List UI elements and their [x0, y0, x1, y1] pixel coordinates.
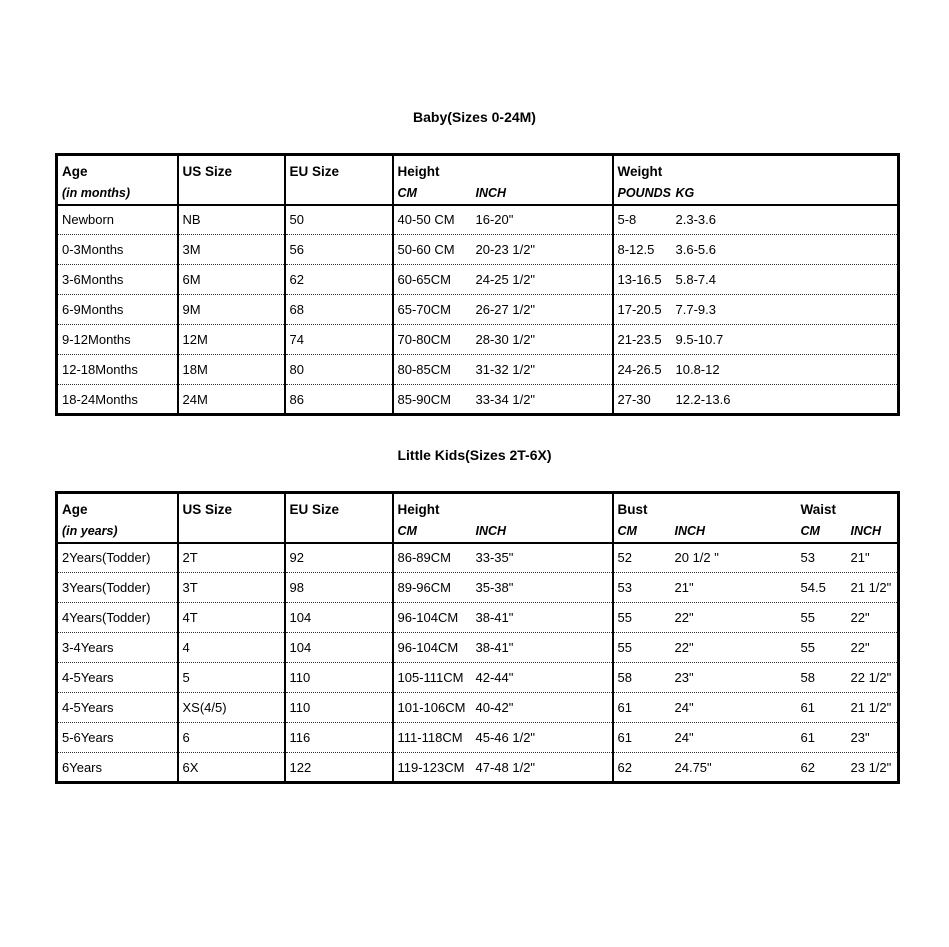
height-cell [393, 235, 613, 265]
table-row [57, 543, 899, 573]
eu-size-cell: 92 [285, 543, 393, 573]
bust-waist-cell [613, 663, 899, 693]
height-cm-value: 40-50 CM [397, 212, 455, 228]
age-cell: 18-24Months [57, 385, 178, 415]
eu-size-cell: 104 [285, 603, 393, 633]
height-inch-value: 45-46 1/2" [475, 730, 536, 745]
weight-pounds-value: 21-23.5 [617, 332, 662, 347]
eu-size-cell: 98 [285, 573, 393, 603]
us-size-cell: 6X [178, 753, 285, 783]
height-cell [393, 543, 613, 573]
weight-kg-value: 9.5-10.7 [675, 332, 724, 347]
kids-header-row [57, 493, 899, 543]
height-inch-value: 40-42" [475, 700, 514, 715]
weight-pounds-value: 5-8 [617, 212, 637, 228]
waist-cm-value: 58 [800, 670, 815, 685]
height-header-label: Height [397, 502, 440, 517]
height-cm-value: 111-118CM [397, 730, 463, 745]
height-cm-value: 50-60 CM [397, 242, 455, 257]
baby-col-weight [613, 155, 899, 205]
weight-pounds-value: 27-30 [617, 391, 651, 407]
eu-size-cell: 122 [285, 753, 393, 783]
eu-size-cell: 56 [285, 235, 393, 265]
us-size-cell: 9M [178, 295, 285, 325]
table-row [57, 633, 899, 663]
height-header-label: Height [397, 164, 440, 179]
weight-cell [613, 265, 899, 295]
eu-size-cell: 74 [285, 325, 393, 355]
height-inch-subheader: INCH [475, 524, 507, 538]
weight-cell [613, 295, 899, 325]
waist-cm-value: 61 [800, 730, 815, 745]
age-header-label: Age [62, 164, 88, 179]
eu-size-header-label: EU Size [289, 164, 340, 179]
age-cell: 12-18Months [57, 355, 178, 385]
age-cell: 4-5Years [57, 663, 178, 693]
weight-pounds-value: 8-12.5 [617, 242, 655, 257]
table-row [57, 265, 899, 295]
waist-cm-value: 53 [800, 550, 815, 566]
weight-kg-value: 12.2-13.6 [675, 391, 731, 407]
bust-waist-cell [613, 753, 899, 783]
height-inch-subheader: INCH [475, 186, 507, 200]
bust-waist-cell [613, 573, 899, 603]
weight-cell [613, 355, 899, 385]
table-row [57, 753, 899, 783]
bust-inch-value: 21" [674, 580, 694, 595]
weight-pounds-value: 13-16.5 [617, 272, 662, 287]
waist-inch-value: 22" [850, 640, 870, 655]
height-cm-subheader: CM [397, 186, 417, 200]
bust-cm-value: 55 [617, 640, 632, 655]
height-inch-value: 33-34 1/2" [475, 391, 536, 407]
kids-col-bust-waist [613, 493, 899, 543]
height-inch-value: 35-38" [475, 580, 514, 595]
eu-size-cell: 110 [285, 663, 393, 693]
waist-inch-value: 23 1/2" [850, 759, 892, 775]
waist-inch-value: 21" [850, 550, 870, 566]
height-cm-value: 119-123CM [397, 759, 465, 775]
height-cm-value: 96-104CM [397, 610, 459, 625]
baby-table-body [57, 205, 899, 415]
us-size-cell: 3T [178, 573, 285, 603]
height-cell [393, 355, 613, 385]
height-inch-value: 16-20" [475, 212, 514, 228]
waist-inch-value: 23" [850, 730, 870, 745]
bust-header-spacer [675, 502, 801, 517]
kids-col-age [57, 493, 178, 543]
height-inch-value: 26-27 1/2" [475, 302, 536, 317]
age-cell: 2Years(Todder) [62, 550, 151, 566]
bust-inch-value: 22" [674, 640, 694, 655]
kids-col-us-size [178, 493, 285, 543]
waist-inch-value: 21 1/2" [850, 700, 892, 715]
us-size-header-label: US Size [182, 164, 233, 179]
bust-inch-subheader: INCH [674, 524, 706, 538]
baby-col-age [57, 155, 178, 205]
bust-inch-value: 24" [674, 730, 694, 745]
kids-table-title: Little Kids(Sizes 2T-6X) [397, 447, 552, 463]
waist-cm-value: 55 [800, 610, 815, 625]
baby-col-us-size [178, 155, 285, 205]
weight-pounds-subheader: POUNDS [617, 186, 671, 200]
bust-cm-value: 61 [617, 730, 632, 745]
age-header-label: Age [62, 502, 88, 517]
table-row [57, 295, 899, 325]
weight-kg-value: 2.3-3.6 [675, 212, 716, 228]
height-cm-value: 105-111CM [397, 670, 464, 685]
height-cell [393, 265, 613, 295]
age-cell: 5-6Years [57, 723, 178, 753]
height-cm-value: 65-70CM [397, 302, 451, 317]
table-row [57, 603, 899, 633]
kids-col-height [393, 493, 613, 543]
age-cell: 0-3Months [57, 235, 178, 265]
age-cell: 3-4Years [57, 633, 178, 663]
height-inch-value: 20-23 1/2" [475, 242, 536, 257]
age-cell: 4-5Years [57, 693, 178, 723]
weight-kg-subheader: KG [675, 186, 695, 200]
eu-size-cell: 86 [285, 385, 393, 415]
bust-inch-value: 23" [674, 670, 694, 685]
bust-waist-cell [613, 633, 899, 663]
bust-waist-cell [613, 723, 899, 753]
bust-inch-value: 20 1/2 " [674, 550, 719, 566]
waist-inch-value: 22 1/2" [850, 670, 892, 685]
table-row [57, 663, 899, 693]
height-cm-value: 89-96CM [397, 580, 451, 595]
table-row [57, 205, 899, 235]
eu-size-cell: 104 [285, 633, 393, 663]
eu-size-cell: 110 [285, 693, 393, 723]
table-row [57, 573, 899, 603]
bust-inch-value: 24" [674, 700, 694, 715]
height-cell [393, 693, 613, 723]
us-size-cell: 12M [178, 325, 285, 355]
us-size-cell: 24M [178, 385, 285, 415]
height-cell [393, 325, 613, 355]
height-cm-value: 86-89CM [397, 550, 451, 566]
table-row [57, 325, 899, 355]
waist-cm-subheader: CM [800, 524, 820, 538]
height-inch-value: 33-35" [475, 550, 514, 566]
waist-inch-subheader: INCH [850, 524, 882, 538]
age-cell: 3Years(Todder) [57, 573, 178, 603]
us-size-header-label: US Size [182, 502, 233, 517]
table-row [57, 355, 899, 385]
waist-cm-value: 61 [800, 700, 815, 715]
weight-cell [613, 205, 899, 235]
table-row [57, 723, 899, 753]
bust-cm-subheader: CM [617, 524, 637, 538]
bust-cm-value: 58 [617, 670, 632, 685]
height-cell [393, 723, 613, 753]
bust-cm-value: 52 [617, 550, 632, 566]
baby-size-table [55, 153, 900, 416]
bust-waist-cell [613, 693, 899, 723]
weight-header-label: Weight [617, 164, 663, 179]
height-cell [393, 295, 613, 325]
us-size-cell: 6 [178, 723, 285, 753]
kids-col-eu-size [285, 493, 393, 543]
weight-kg-value: 3.6-5.6 [675, 242, 716, 257]
us-size-cell: 2T [178, 543, 285, 573]
eu-size-cell: 62 [285, 265, 393, 295]
height-inch-value: 24-25 1/2" [475, 272, 536, 287]
height-cell [393, 205, 613, 235]
height-cell [393, 603, 613, 633]
height-inch-value: 28-30 1/2" [475, 332, 536, 347]
height-cell [393, 573, 613, 603]
age-cell: 4Years(Todder) [57, 603, 178, 633]
age-cell: 9-12Months [57, 325, 178, 355]
weight-pounds-value: 24-26.5 [617, 362, 662, 377]
weight-cell [613, 325, 899, 355]
weight-kg-value: 10.8-12 [675, 362, 720, 377]
height-inch-value: 31-32 1/2" [475, 362, 536, 377]
height-cm-value: 70-80CM [397, 332, 451, 347]
height-cell [393, 385, 613, 415]
height-cm-subheader: CM [397, 524, 417, 538]
waist-header-spacer [851, 502, 898, 517]
height-cell [393, 663, 613, 693]
height-cm-value: 85-90CM [397, 391, 451, 407]
eu-size-cell: 116 [285, 723, 393, 753]
waist-inch-value: 22" [850, 610, 870, 625]
eu-size-cell: 50 [285, 205, 393, 235]
weight-cell [613, 235, 899, 265]
height-inch-value: 42-44" [475, 670, 514, 685]
bust-header-label: Bust [617, 502, 648, 517]
baby-table-title: Baby(Sizes 0-24M) [413, 109, 536, 125]
waist-cm-value: 62 [800, 759, 815, 775]
bust-cm-value: 53 [617, 580, 632, 595]
height-cell [393, 753, 613, 783]
height-inch-value: 38-41" [475, 610, 514, 625]
age-unit-label: (in months) [62, 186, 131, 200]
age-cell: 6Years [57, 753, 178, 783]
weight-pounds-value: 17-20.5 [617, 302, 662, 317]
baby-col-height [393, 155, 613, 205]
bust-cm-value: 61 [617, 700, 632, 715]
height-cell [393, 633, 613, 663]
waist-cm-value: 55 [800, 640, 815, 655]
height-inch-value: 47-48 1/2" [475, 759, 536, 775]
baby-col-eu-size [285, 155, 393, 205]
waist-inch-value: 21 1/2" [850, 580, 892, 595]
eu-size-header-label: EU Size [289, 502, 340, 517]
age-cell: 6-9Months [57, 295, 178, 325]
waist-cm-value: 54.5 [800, 580, 826, 595]
us-size-cell: 3M [178, 235, 285, 265]
us-size-cell: 6M [178, 265, 285, 295]
eu-size-cell: 80 [285, 355, 393, 385]
waist-header-label: Waist [800, 502, 837, 517]
little-kids-size-table [55, 491, 900, 784]
bust-cm-value: 62 [617, 759, 632, 775]
age-cell: 3-6Months [57, 265, 178, 295]
table-row [57, 385, 899, 415]
kids-table-body [57, 543, 899, 783]
weight-kg-value: 5.8-7.4 [675, 272, 716, 287]
us-size-cell: 4 [178, 633, 285, 663]
bust-inch-value: 22" [674, 610, 694, 625]
weight-kg-value: 7.7-9.3 [675, 302, 716, 317]
table-row [57, 693, 899, 723]
height-cm-value: 60-65CM [397, 272, 451, 287]
us-size-cell: 5 [178, 663, 285, 693]
bust-waist-cell [613, 543, 899, 573]
bust-waist-cell [613, 603, 899, 633]
bust-cm-value: 55 [617, 610, 632, 625]
age-cell: Newborn [62, 212, 115, 228]
age-unit-label: (in years) [62, 524, 118, 538]
eu-size-cell: 68 [285, 295, 393, 325]
height-inch-value: 38-41" [475, 640, 514, 655]
us-size-cell: NB [178, 205, 285, 235]
us-size-cell: 4T [178, 603, 285, 633]
weight-cell [613, 385, 899, 415]
us-size-cell: XS(4/5) [178, 693, 285, 723]
table-row [57, 235, 899, 265]
baby-header-row [57, 155, 899, 205]
us-size-cell: 18M [178, 355, 285, 385]
height-cm-value: 101-106CM [397, 700, 466, 715]
bust-inch-value: 24.75" [674, 759, 712, 775]
height-cm-value: 80-85CM [397, 362, 451, 377]
height-cm-value: 96-104CM [397, 640, 459, 655]
